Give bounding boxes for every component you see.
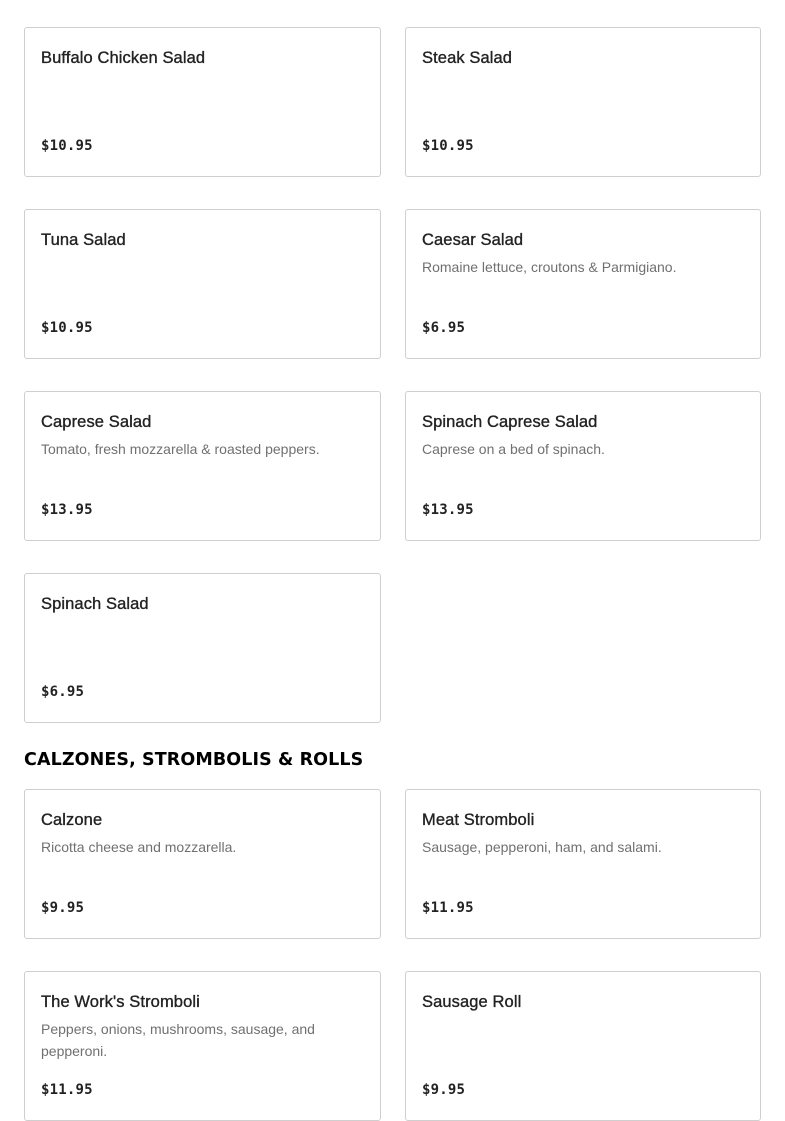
- menu-item-name: Caesar Salad: [422, 231, 524, 249]
- menu-item-price: $10.95: [422, 138, 474, 154]
- menu-item-name: Sausage Roll: [422, 993, 522, 1011]
- menu-item-description: Ricotta cheese and mozzarella.: [41, 839, 237, 855]
- menu-item-card[interactable]: [24, 971, 381, 1121]
- section-heading: CALZONES, STROMBOLIS & ROLLS: [24, 750, 364, 770]
- menu-item-description: Tomato, fresh mozzarella & roasted peppers.: [41, 441, 320, 457]
- menu-item-name: Spinach Caprese Salad: [422, 413, 598, 431]
- menu-item-price: $10.95: [41, 138, 93, 154]
- menu-item-price: $11.95: [41, 1082, 93, 1098]
- salads-grid: [24, 27, 761, 723]
- menu-page: [24, 27, 761, 1121]
- menu-item-description: Peppers, onions, mushrooms, sausage, and pepperoni.: [41, 1021, 315, 1059]
- menu-item-price: $13.95: [422, 502, 474, 518]
- menu-item-card[interactable]: [405, 209, 761, 359]
- menu-item-card[interactable]: [405, 391, 761, 541]
- menu-item-price: $6.95: [41, 684, 85, 700]
- menu-item-name: Meat Stromboli: [422, 811, 535, 829]
- menu-item-name: Buffalo Chicken Salad: [41, 49, 206, 67]
- menu-item-price: $9.95: [41, 900, 85, 916]
- menu-item-description: Caprese on a bed of spinach.: [422, 441, 605, 457]
- menu-item-description: Romaine lettuce, croutons & Parmigiano.: [422, 259, 677, 275]
- menu-item-price: $13.95: [41, 502, 93, 518]
- menu-item-price: $9.95: [422, 1082, 466, 1098]
- menu-item-name: Tuna Salad: [41, 231, 126, 249]
- menu-item-name: Spinach Salad: [41, 595, 149, 613]
- menu-item-price: $6.95: [422, 320, 466, 336]
- menu-item-name: The Work's Stromboli: [41, 993, 200, 1011]
- menu-item-description: Sausage, pepperoni, ham, and salami.: [422, 839, 662, 855]
- menu-item-card[interactable]: [24, 27, 381, 177]
- menu-item-price: $10.95: [41, 320, 93, 336]
- menu-item-card[interactable]: [405, 789, 761, 939]
- menu-item-card[interactable]: [24, 391, 381, 541]
- menu-item-name: Caprese Salad: [41, 413, 152, 431]
- menu-item-card[interactable]: [24, 789, 381, 939]
- menu-item-card[interactable]: [405, 971, 761, 1121]
- menu-item-card[interactable]: [24, 209, 381, 359]
- menu-item-price: $11.95: [422, 900, 474, 916]
- menu-item-card[interactable]: [24, 573, 381, 723]
- menu-item-name: Steak Salad: [422, 49, 513, 67]
- menu-item-card[interactable]: [405, 27, 761, 177]
- calzones-grid: [24, 789, 761, 1121]
- menu-item-name: Calzone: [41, 811, 103, 829]
